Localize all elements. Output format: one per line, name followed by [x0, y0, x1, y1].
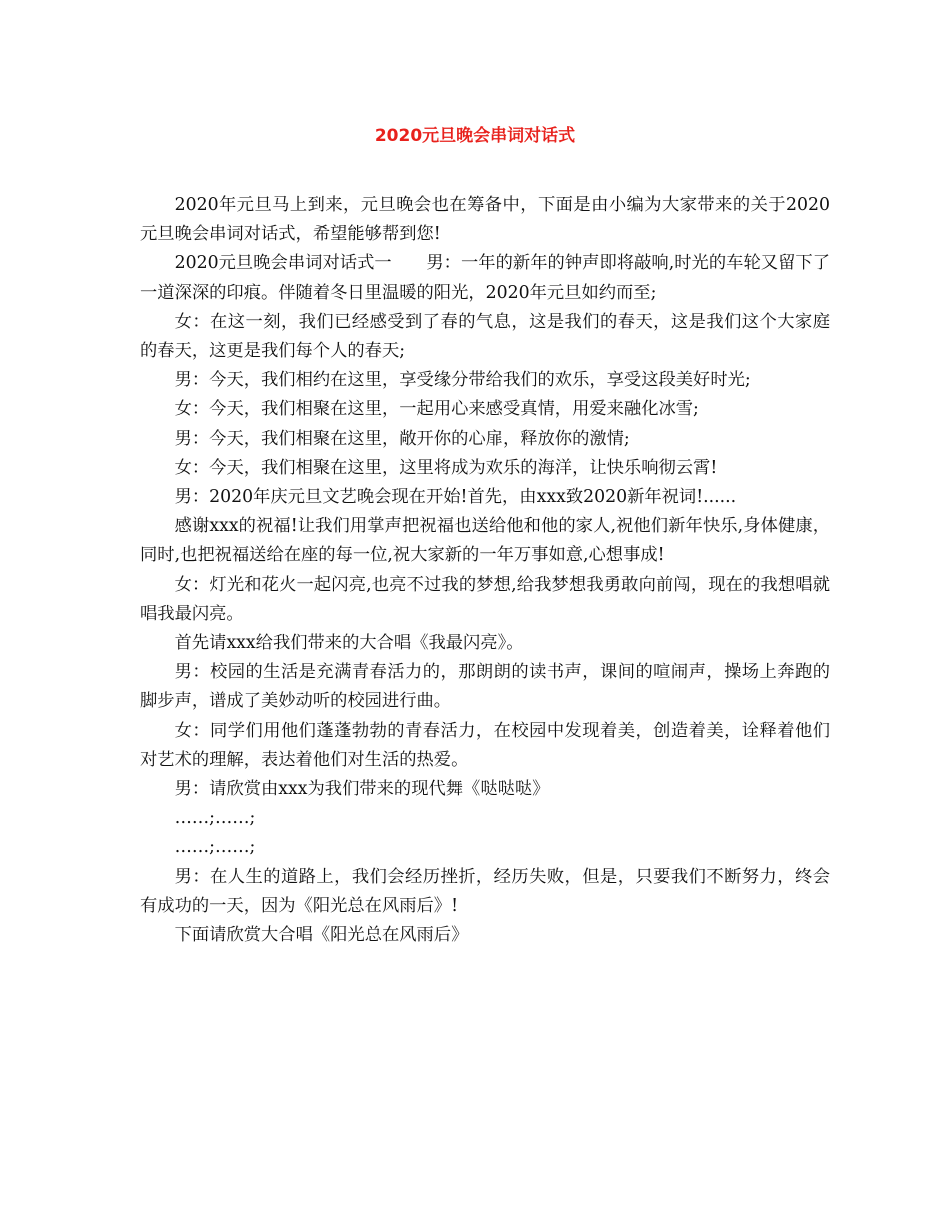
- paragraph: 感谢xxx的祝福!让我们用掌声把祝福也送给他和他的家人,祝他们新年快乐,身体健康，同时,也把祝福送给在座的每一位,祝大家新的一年万事如意,心想事成!: [140, 516, 830, 566]
- paragraph: 男：校园的生活是充满青春活力的，那朗朗的读书声，课间的喧闹声，操场上奔跑的脚步声，谱成了美妙动听的校园进行曲。: [140, 662, 830, 712]
- paragraph: 女：在这一刻，我们已经感受到了春的气息，这是我们的春天，这是我们这个大家庭的春天，这更是我们每个人的春天;: [140, 311, 830, 362]
- paragraph: 首先请xxx给我们带来的大合唱《我最闪亮》。: [174, 633, 524, 654]
- paragraph: 女：今天，我们相聚在这里，一起用心来感受真情，用爱来融化冰雪;: [174, 399, 699, 420]
- paragraph: ……;……;: [174, 837, 256, 858]
- paragraph: 男：在人生的道路上，我们会经历挫折，经历失败，但是，只要我们不断努力，终会有成功的一天，因为《阳光总在风雨后》!: [140, 866, 830, 916]
- paragraph: 男：今天，我们相聚在这里，敞开你的心扉，释放你的激情;: [174, 428, 630, 449]
- paragraph: 男：今天，我们相约在这里，享受缘分带给我们的欢乐，享受这段美好时光;: [174, 370, 751, 391]
- paragraph: 下面请欣赏大合唱《阳光总在风雨后》: [174, 925, 469, 946]
- paragraph: 2020元旦晚会串词对话式一 男：一年的新年的钟声即将敲响,时光的车轮又留下了一道深深的印痕。伴随着冬日里温暖的阳光，2020年元旦如约而至;: [140, 253, 830, 303]
- paragraph: 男：请欣赏由xxx为我们带来的现代舞《哒哒哒》: [174, 779, 550, 800]
- document-title: 2020元旦晚会串词对话式: [374, 126, 576, 146]
- paragraph: 2020年元旦马上到来，元旦晚会也在筹备中，下面是由小编为大家带来的关于2020元旦晚会串词对话式，希望能够帮到您!: [140, 195, 830, 245]
- paragraph: 女：今天，我们相聚在这里，这里将成为欢乐的海洋，让快乐响彻云霄!: [174, 457, 718, 478]
- document-body: [140, 191, 830, 950]
- paragraph: ……;……;: [174, 808, 256, 829]
- paragraph: 女：同学们用他们蓬蓬勃勃的青春活力，在校园中发现着美，创造着美，诠释着他们对艺术的理解，表达着他们对生活的热爱。: [140, 720, 830, 770]
- paragraph: 男：2020年庆元旦文艺晚会现在开始!首先，由xxx致2020新年祝词!......: [174, 487, 737, 508]
- paragraph: 女：灯光和花火一起闪亮,也亮不过我的梦想,给我梦想我勇敢向前闯，现在的我想唱就唱我最闪亮。: [140, 574, 830, 624]
